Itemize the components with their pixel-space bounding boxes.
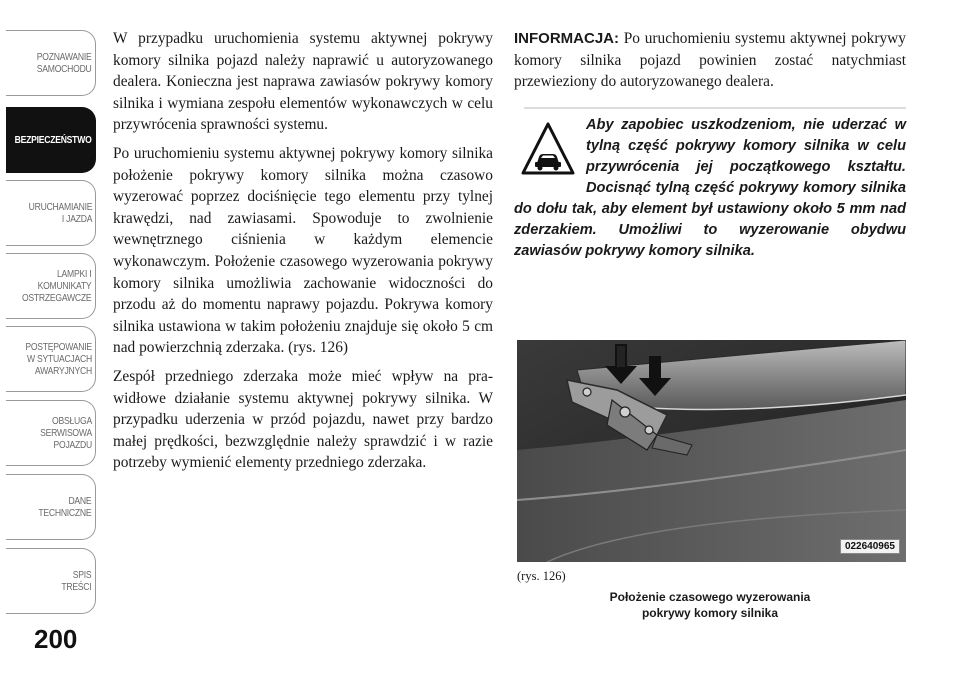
tab-poznawanie-samochodu[interactable] bbox=[6, 30, 96, 96]
figure-reference: (rys. 126) bbox=[517, 569, 566, 583]
right-column bbox=[514, 28, 906, 100]
caption-line: pokrywy komory silnika bbox=[641, 606, 779, 620]
tab-lampki-i-komunikaty[interactable] bbox=[6, 253, 96, 319]
warning-text: Aby zapobiec uszkodzeniom, nie uderzać w tylną część pokrywy komory silnika w celu przywrócenia jej początkowego kształtu. Docisnąć tylną część pokrywy komory silnika do dołu tak, aby element był ustawiony około 5 mm nad zderzakiem. Umożliwi to wyzerowanie obydwu zawiasów pokrywy komory silnika. bbox=[514, 117, 906, 259]
tab-obsluga-serwisowa[interactable] bbox=[6, 400, 96, 466]
warning-rule bbox=[524, 107, 906, 109]
tab-label: OBSŁUGA SERWISOWA POJAZDU bbox=[39, 415, 92, 451]
tab-spis-tresci[interactable] bbox=[6, 548, 96, 614]
paragraph: W przypadku uruchomienia systemu aktywnej pokrywy komory silnika pojazd należy naprawić u autoryzowanego dealera. Konieczna jest naprawa zawiasów pokrywy komory silnika i wymiana zespołu elementów wykonawczych w celu przywrócenia sprawności systemu. bbox=[113, 30, 493, 134]
tab-dane-techniczne[interactable] bbox=[6, 474, 96, 540]
info-label: INFORMACJA: bbox=[514, 30, 619, 47]
figure-hood-hinge bbox=[517, 340, 906, 562]
paragraph: Po uruchomieniu systemu aktywnej pokrywy komory silnika położenie pokrywy komory silnika można czasowo wyzerować poprzez dociśnięcie tego elementu przy tylnej krawędzi, nad zawiasami. Spowoduje to zwolnienie wewnętrznego ciśnienia w każdym elemencie wykonawczym. Położenie czasowego wyzerowania pokrywy komory silnika umożliwia zachowanie widoczności do przodu aż do momentu naprawy pojazdu. Pokrywa komory silnika ustawiona w takim położeniu znajduje się około 5 cm nad powierzchnią zderzaka. (rys. 126) bbox=[113, 144, 493, 357]
tab-bezpieczenstwo[interactable] bbox=[6, 107, 96, 173]
figure-caption bbox=[580, 589, 840, 621]
warning-triangle-car-icon bbox=[520, 121, 576, 177]
hood-hinge-illustration bbox=[517, 340, 906, 562]
paragraph: Zespół przedniego zderzaka może mieć wpływ na prawidłowe działanie systemu aktywnej pokrywy silnika. W przypadku uderzenia w przód pojazdu, nawet przy bardzo małej prędkości, bezwzględnie należy sprawdzić i w razie potrzeby wymienić elementy przedniego zderzaka. bbox=[113, 367, 493, 472]
tab-label: BEZPIECZEŃSTWO bbox=[14, 134, 92, 146]
tab-label: SPIS TREŚCI bbox=[61, 569, 92, 593]
chapter-tabs bbox=[0, 0, 100, 678]
info-text: Po uruchomieniu systemu aktywnej pokrywy komory silnika pojazd powinien zostać natychmiast przewieziony do autoryzowanego dealera. bbox=[514, 30, 906, 91]
tab-label: POZNAWANIE SAMOCHODU bbox=[36, 51, 92, 75]
warning-box bbox=[514, 107, 906, 262]
caption-line: Położenie czasowego wyzerowania bbox=[609, 590, 811, 604]
info-note bbox=[514, 28, 906, 93]
page-number: 200 bbox=[34, 624, 78, 654]
figure-code: 022640965 bbox=[840, 539, 900, 554]
tab-label: LAMPKI I KOMUNIKATY OSTRZEGAWCZE bbox=[22, 268, 92, 304]
left-column bbox=[113, 28, 493, 481]
tab-uruchamianie-i-jazda[interactable] bbox=[6, 180, 96, 246]
tab-label: POSTĘPOWANIE W SYTUACJACH AWARYJNYCH bbox=[25, 341, 92, 377]
tab-label: URUCHAMIANIE I JAZDA bbox=[28, 201, 92, 225]
tab-postepowanie-w-sytuacjach-awaryjnych[interactable] bbox=[6, 326, 96, 392]
tab-label: DANE TECHNICZNE bbox=[38, 495, 92, 519]
